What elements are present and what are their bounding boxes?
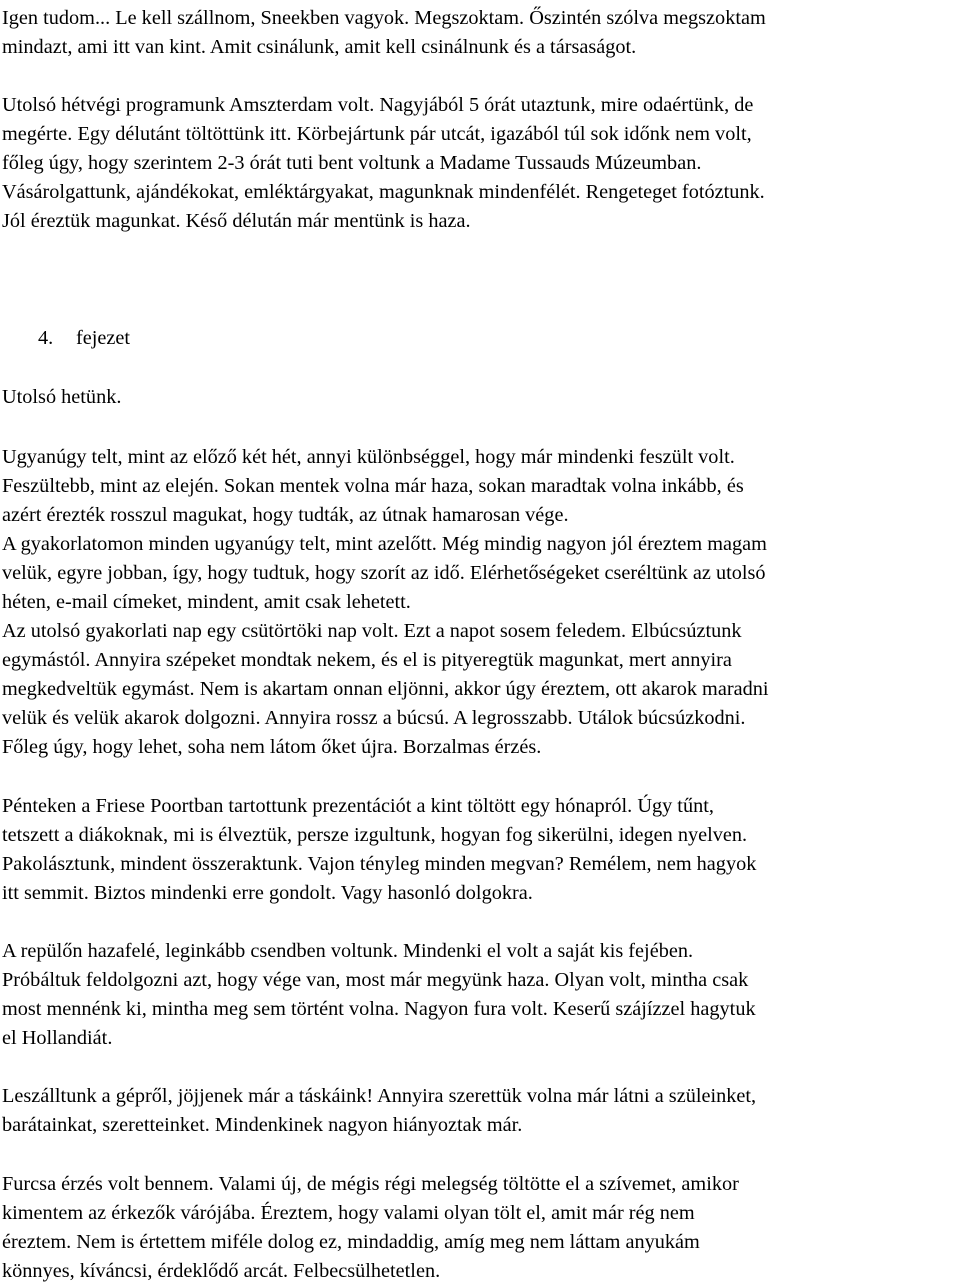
paragraph-line: A repülőn hazafelé, leginkább csendben voltunk. Mindenki el volt a saját kis fejében. bbox=[2, 940, 694, 962]
paragraph-line: főleg úgy, hogy szerintem 2-3 órát tuti bent voltunk a Madame Tussauds Múzeumban. bbox=[2, 152, 702, 174]
chapter-number: 4. bbox=[38, 327, 54, 349]
paragraph-line: tetszett a diákoknak, mi is élveztük, persze izgultunk, hogyan fog sikerülni, idegen nyelven. bbox=[2, 824, 748, 846]
paragraph-line: most mennénk ki, mintha meg sem történt volna. Nagyon fura volt. Keserű szájízzel hagytuk bbox=[2, 998, 756, 1020]
paragraph-line: kimentem az érkezők várójába. Éreztem, hogy valami olyan tölt el, amit már rég nem bbox=[2, 1202, 695, 1224]
paragraph-line: Vásárolgattunk, ajándékokat, emléktárgyakat, magunknak mindenfélét. Rengeteget fotóztunk. bbox=[2, 181, 765, 203]
paragraph-line: velük, egyre jobban, így, hogy tudtuk, hogy szorít az idő. Elérhetőségeket cseréltünk az utolsó bbox=[2, 562, 766, 584]
paragraph-line: Ugyanúgy telt, mint az előző két hét, annyi különbséggel, hogy már mindenki feszült volt. bbox=[2, 446, 735, 468]
paragraph-line: Furcsa érzés volt bennem. Valami új, de mégis régi melegség töltötte el a szívemet, amikor bbox=[2, 1173, 739, 1195]
paragraph-line: egymástól. Annyira szépeket mondtak nekem, és el is pityeregtük magunkat, mert annyira bbox=[2, 649, 732, 671]
paragraph-line: barátainkat, szeretteinket. Mindenkinek nagyon hiányoztak már. bbox=[2, 1114, 523, 1136]
paragraph-line: itt semmit. Biztos mindenki erre gondolt. Vagy hasonló dolgokra. bbox=[2, 882, 533, 904]
chapter-title: Utolsó hetünk. bbox=[2, 386, 122, 408]
paragraph-line: Az utolsó gyakorlati nap egy csütörtöki nap volt. Ezt a napot sosem feledem. Elbúcsúztunk bbox=[2, 620, 742, 642]
chapter-heading bbox=[38, 324, 130, 353]
paragraph-line: éreztem. Nem is értettem miféle dolog ez, mindaddig, amíg meg nem láttam anyukám bbox=[2, 1231, 700, 1253]
paragraph-line: Pakolásztunk, mindent összeraktunk. Vajon tényleg minden megvan? Remélem, nem hagyok bbox=[2, 853, 757, 875]
paragraph-line: velük és velük akarok dolgozni. Annyira rossz a búcsú. A legrosszabb. Utálok búcsúzkodni. bbox=[2, 707, 746, 729]
paragraph-line: Pénteken a Friese Poortban tartottunk prezentációt a kint töltött egy hónapról. Úgy tűnt, bbox=[2, 795, 714, 817]
paragraph-line: héten, e-mail címeket, mindent, amit csak lehetett. bbox=[2, 591, 411, 613]
chapter-label: fejezet bbox=[76, 327, 131, 349]
paragraph-line: Igen tudom... Le kell szállnom, Sneekben vagyok. Megszoktam. Őszintén szólva megszoktam bbox=[2, 7, 766, 29]
paragraph-line: megérte. Egy délutánt töltöttünk itt. Körbejártunk pár utcát, igazából túl sok időnk nem volt, bbox=[2, 123, 752, 145]
paragraph-line: azért érezték rosszul magukat, hogy tudták, az útnak hamarosan vége. bbox=[2, 504, 569, 526]
paragraph-line: Próbáltuk feldolgozni azt, hogy vége van, most már megyünk haza. Olyan volt, mintha csak bbox=[2, 969, 749, 991]
paragraph-line: mindazt, ami itt van kint. Amit csinálunk, amit kell csinálnunk és a társaságot. bbox=[2, 36, 637, 58]
paragraph-line: Főleg úgy, hogy lehet, soha nem látom őket újra. Borzalmas érzés. bbox=[2, 736, 542, 758]
paragraph-line: el Hollandiát. bbox=[2, 1027, 113, 1049]
paragraph-line: könnyes, kíváncsi, érdeklődő arcát. Felbecsülhetetlen. bbox=[2, 1260, 441, 1282]
paragraph-line: megkedveltük egymást. Nem is akartam onnan eljönni, akkor úgy éreztem, ott akarok maradni bbox=[2, 678, 769, 700]
paragraph-line: Feszültebb, mint az elején. Sokan mentek volna már haza, sokan maradtak volna inkább, és bbox=[2, 475, 744, 497]
paragraph-line: A gyakorlatomon minden ugyanúgy telt, mint azelőtt. Még mindig nagyon jól éreztem magam bbox=[2, 533, 767, 555]
paragraph-line: Leszálltunk a gépről, jöjjenek már a táskáink! Annyira szerettük volna már látni a szüleinket, bbox=[2, 1085, 757, 1107]
paragraph-line: Utolsó hétvégi programunk Amszterdam volt. Nagyjából 5 órát utaztunk, mire odaértünk, de bbox=[2, 94, 754, 116]
paragraph-line: Jól éreztük magunkat. Késő délután már mentünk is haza. bbox=[2, 210, 471, 232]
